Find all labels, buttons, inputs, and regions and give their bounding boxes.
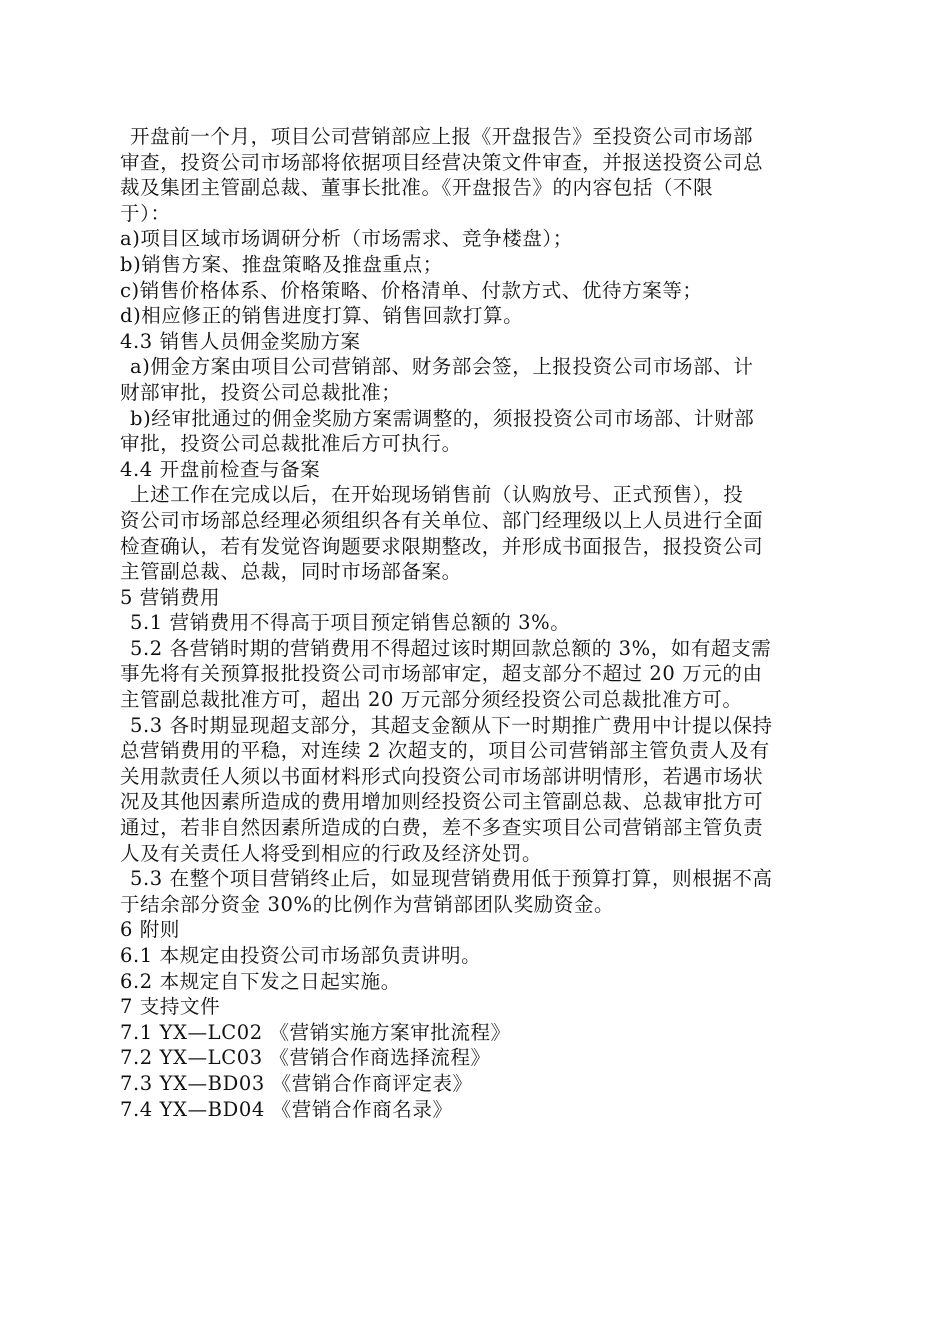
text-line: b)经审批通过的佣金奖励方案需调整的，须报投资公司市场部、计财部 [130, 406, 755, 430]
paragraph-5-2 [110, 636, 840, 713]
paragraph-5-3-overspend [110, 713, 840, 867]
text-line: 人及有关责任人将受到相应的行政及经济处罚。 [120, 841, 543, 865]
section-heading-7: 7 支持文件 [120, 995, 221, 1019]
clause-6-1: 6.1 本规定由投资公司市场部负责讲明。 [120, 944, 482, 967]
list-item-c: c)销售价格体系、价格策略、价格清单、付款方式、优待方案等； [120, 278, 703, 302]
text-line: a)佣金方案由项目公司营销部、财务部会签，上报投资公司市场部、计 [130, 355, 754, 379]
text-line: 况及其他因素所造成的费用增加则经投资公司主管副总裁、总裁审批方可 [120, 790, 764, 814]
paragraph-4-3-b [110, 406, 840, 457]
text-line: 资公司市场部总经理必须组织各有关单位、部门经理级以上人员进行全面 [120, 508, 764, 532]
clause-6-2: 6.2 本规定自下发之日起实施。 [120, 969, 401, 993]
text-line: 审批，投资公司总裁批准后方可执行。 [120, 432, 462, 456]
section-heading-4-4: 4.4 开盘前检查与备案 [120, 457, 321, 481]
paragraph-5-3-reward [110, 866, 840, 917]
paragraph-5-1 [110, 610, 840, 636]
text-line: 总营销费用的平稳，对连续 2 次超支的，项目公司营销部主管负责人及有 [120, 739, 770, 763]
section-heading-5: 5 营销费用 [120, 585, 221, 609]
list-item-a: a)项目区域市场调研分析（市场需求、竞争楼盘）； [120, 227, 573, 251]
list-item-b: b)销售方案、推盘策略及推盘重点； [120, 252, 443, 276]
section-heading-6: 6 附则 [120, 918, 181, 942]
text-line: 裁及集团主管副总裁、董事长批准。《开盘报告》的内容包括（不限 [120, 176, 714, 200]
text-line: 关用款责任人须以书面材料形式向投资公司市场部讲明情形，若遇市场状 [120, 764, 764, 788]
support-doc-7-3: 7.3 YX—BD03 《营销合作商评定表》 [120, 1071, 473, 1095]
text-line: 主管副总裁、总裁，同时市场部备案。 [120, 560, 462, 584]
text-line: 于）： [120, 201, 171, 225]
text-line: 财部审批，投资公司总裁批准； [120, 380, 402, 404]
text-line: 事先将有关预算报批投资公司市场部审定，超支部分不超过 20 万元的由 [120, 662, 763, 686]
text-line: 通过，若非自然因素所造成的白费，差不多查实项目公司营销部主管负责 [120, 816, 764, 840]
text-line: 主管副总裁批准方可，超出 20 万元部分须经投资公司总裁批准方可。 [120, 688, 743, 712]
paragraph-4-3-a [110, 354, 840, 405]
support-doc-7-2: 7.2 YX—LC03 《营销合作商选择流程》 [120, 1046, 491, 1070]
support-doc-7-1: 7.1 YX—LC02 《营销实施方案审批流程》 [120, 1020, 511, 1044]
text-line: 审查，投资公司市场部将依据项目经营决策文件审查，并报送投资公司总 [120, 150, 764, 174]
text-line: 检查确认，若有发觉咨询题要求限期整改，并形成书面报告，报投资公司 [120, 534, 764, 558]
text-line: 5.1 营销费用不得高于项目预定销售总额的 3%。 [130, 611, 571, 635]
text-line: 于结余部分资金 30%的比例作为营销部团队奖励资金。 [120, 892, 615, 916]
text-line: 5.2 各营销时期的营销费用不得超过该时期回款总额的 3%，如有超支需 [130, 636, 772, 660]
list-item-d: d)相应修正的销售进度打算、销售回款打算。 [120, 304, 524, 328]
text-line: 开盘前一个月，项目公司营销部应上报《开盘报告》至投资公司市场部 [130, 125, 754, 148]
support-doc-7-4: 7.4 YX—BD04 《营销合作商名录》 [120, 1097, 453, 1121]
text-line: 5.3 各时期显现超支部分，其超支金额从下一时期推广费用中计提以保持 [130, 713, 773, 737]
section-heading-4-3: 4.3 销售人员佣金奖励方案 [120, 329, 361, 353]
text-line: 5.3 在整个项目营销终止后，如显现营销费用低于预算打算，则根据不高 [130, 867, 773, 891]
document-page [110, 124, 840, 1122]
paragraph-opening-report [110, 124, 840, 226]
text-line: 上述工作在完成以后，在开始现场销售前（认购放号、正式预售），投 [130, 483, 744, 507]
paragraph-4-4 [110, 482, 840, 584]
